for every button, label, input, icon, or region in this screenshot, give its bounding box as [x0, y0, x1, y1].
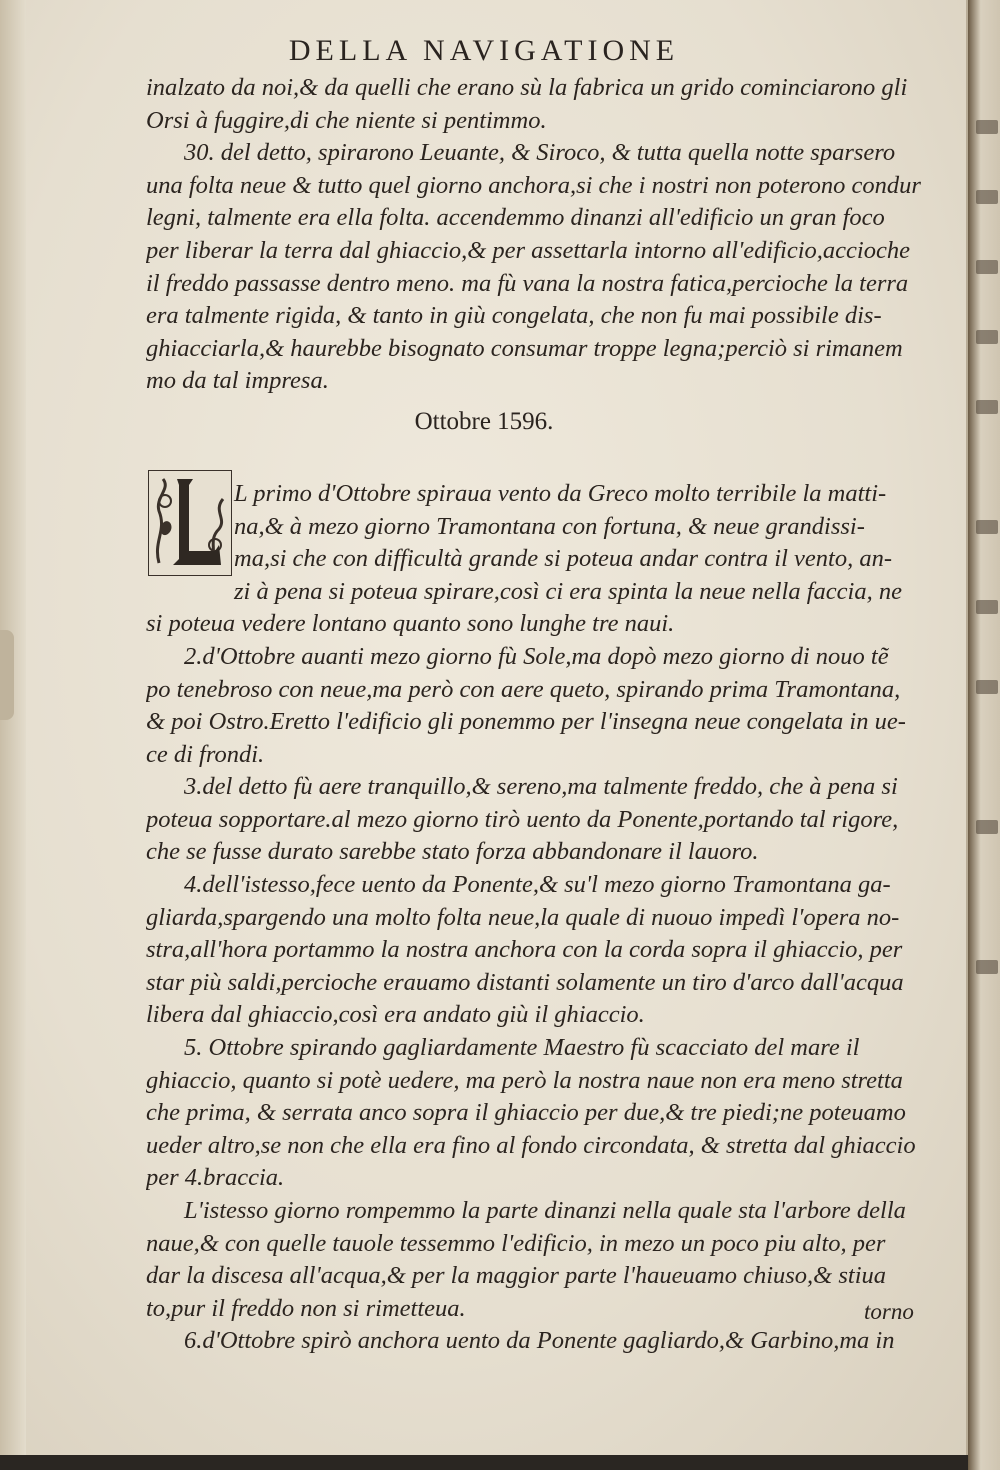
ornament-icon: [149, 471, 231, 575]
bleed-mark: [976, 400, 998, 414]
catchword: torno: [864, 1299, 914, 1324]
text-line: ghiacciarla,& haurebbe bisognato consumar troppe legna;perciò si rimanem: [146, 334, 903, 362]
text-line: inalzato da noi,& da quelli che erano sù la fabrica un grido cominciarono gli: [146, 74, 908, 101]
bleed-mark: [976, 520, 998, 534]
text-line: to,pur il freddo non si rimetteua.: [146, 1294, 466, 1322]
text-line: gliarda,spargendo una molto folta neue,la quale di nuouo impedì l'opera no-: [146, 903, 900, 931]
text-line: ma,si che con difficultà grande si poteua andar contra il vento, an-: [234, 545, 893, 573]
text-line: po tenebroso con neue,ma però con aere queto, spirando prima Tramontana,: [146, 675, 901, 703]
text-line: poteua sopportare.al mezo giorno tirò uento da Ponente,portando tal rigore,: [146, 805, 899, 833]
bleed-mark: [976, 680, 998, 694]
text-line: che prima, & serrata anco sopra il ghiaccio per due,& tre piedi;ne poteuamo: [146, 1099, 906, 1127]
bleed-mark: [976, 960, 998, 974]
text-line: 6.d'Ottobre spirò anchora uento da Ponente gagliardo,& Garbino,ma in: [184, 1327, 895, 1355]
text-line: una folta neue & tutto quel giorno anchora,si che i nostri non poterono condur: [146, 171, 921, 199]
text-line: libera dal ghiaccio,così era andato giù il ghiaccio.: [146, 1001, 645, 1029]
text-line: 2.d'Ottobre auanti mezo giorno fù Sole,ma dopò mezo giorno di nouo tẽ: [184, 642, 889, 670]
bleed-mark: [976, 190, 998, 204]
page-gutter: [0, 0, 26, 1455]
text-line: 3.del detto fù aere tranquillo,& sereno,ma talmente freddo, che à pena si: [184, 773, 898, 801]
bleed-mark: [976, 820, 998, 834]
decorated-initial-l: [148, 470, 232, 576]
text-line: mo da tal impresa.: [146, 367, 329, 395]
text-block: [146, 72, 952, 1358]
text-line: star più saldi,percioche erauamo distanti solamente un tiro d'arco dall'acqua: [146, 968, 904, 996]
text-line: che se fusse durato sarebbe stato forza abbandonare il lauoro.: [146, 838, 759, 866]
text-line: ce di frondi.: [146, 740, 265, 768]
text-line: & poi Ostro.Eretto l'edificio gli ponemmo per l'insegna neue congelata in ue-: [146, 708, 906, 736]
bleed-mark: [976, 600, 998, 614]
text-line: legni, talmente era ella folta. accendemmo dinanzi all'edificio un gran foco: [146, 204, 885, 232]
text-line: il freddo passasse dentro meno. ma fù vana la nostra fatica,percioche la terra: [146, 269, 909, 297]
text-line: L primo d'Ottobre spiraua vento da Greco molto terribile la matti-: [234, 479, 887, 507]
text-line: ghiaccio, quanto si potè uedere, ma però la nostra naue non era meno stretta: [146, 1066, 903, 1094]
text-line: 30. del detto, spirarono Leuante, & Siroco, & tutta quella notte sparsero: [184, 139, 896, 167]
text-line: si poteua vedere lontano quanto sono lunghe tre naui.: [146, 610, 675, 638]
text-line: per liberar la terra dal ghiaccio,& per assettarla intorno all'edificio,accioche: [146, 236, 910, 264]
text-line: ueder altro,se non che ella era fino al fondo circondata, & stretta dal ghiaccio: [146, 1131, 916, 1159]
text-line: dar la discesa all'acqua,& per la maggior parte l'haueuamo chiuso,& stiua: [146, 1262, 887, 1290]
text-line: na,& à mezo giorno Tramontana con fortuna, & neue grandissi-: [234, 512, 865, 540]
text-line: Orsi à fuggire,di che niente si pentimmo.: [146, 106, 547, 134]
text-line: zi à pena si poteua spirare,così ci era spinta la neue nella faccia, ne: [234, 577, 902, 605]
bleed-mark: [976, 330, 998, 344]
bleed-mark: [976, 260, 998, 274]
text-line: era talmente rigida, & tanto in giù congelata, che non fu mai possibile dis-: [146, 302, 882, 330]
adjacent-page-edge: [968, 0, 1000, 1470]
bleed-mark: [976, 120, 998, 134]
text-line: 4.dell'istesso,fece uento da Ponente,& su'l mezo giorno Tramontana ga-: [184, 871, 891, 899]
text-line: per 4.braccia.: [146, 1164, 285, 1192]
text-line: 5. Ottobre spirando gagliardamente Maestro fù scacciato del mare il: [184, 1034, 860, 1062]
month-heading: Ottobre 1596.: [414, 408, 554, 435]
text-line: naue,& con quelle tauole tessemmo l'edificio, in mezo un poco piu alto, per: [146, 1229, 886, 1257]
text-line: L'istesso giorno rompemmo la parte dinanzi nella quale sta l'arbore della: [184, 1197, 906, 1224]
paper-fold: [0, 630, 14, 720]
running-title: DELLA NAVIGATIONE: [288, 34, 680, 67]
text-line: stra,all'hora portammo la nostra anchora con la corda sopra il ghiaccio, per: [146, 936, 903, 964]
